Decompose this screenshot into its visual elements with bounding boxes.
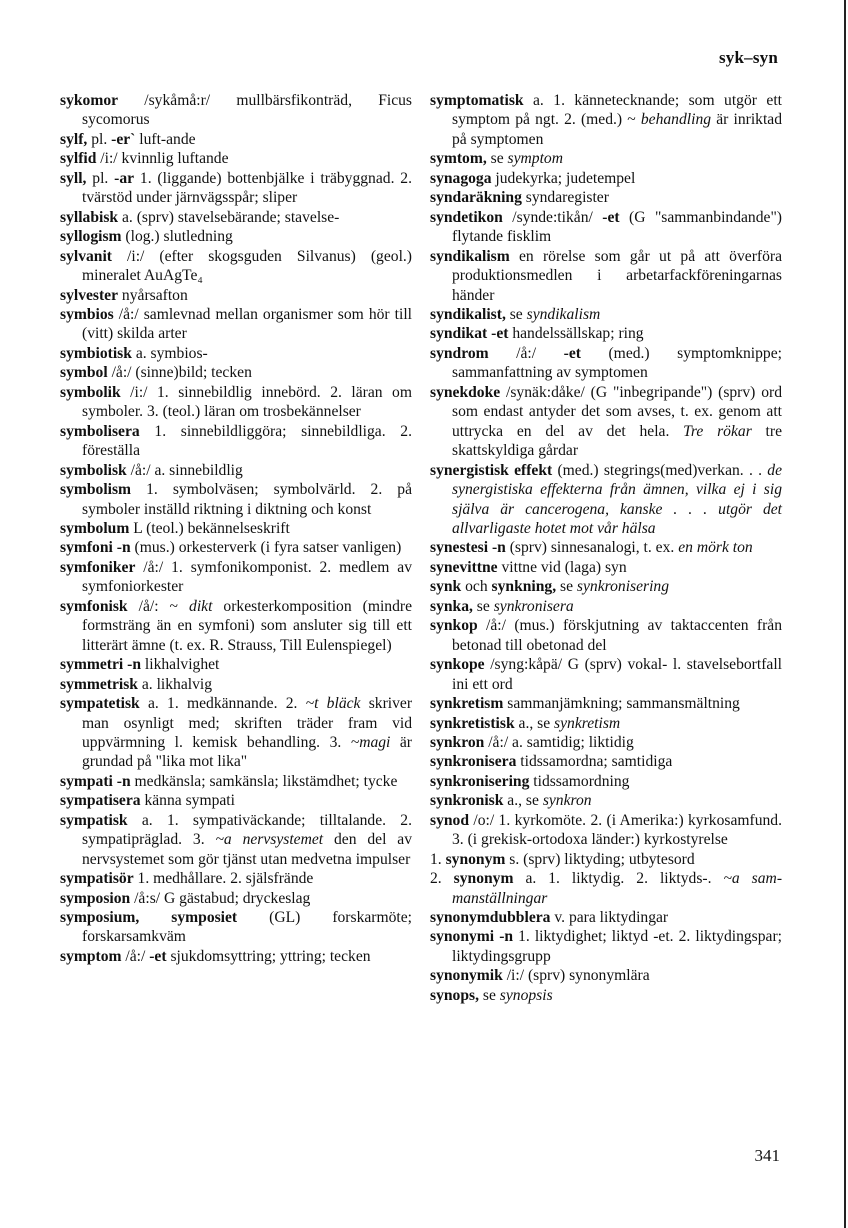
headword: symptom (60, 947, 122, 965)
entry-text: pl. (86, 169, 115, 187)
entry-text: känna sympati (140, 792, 235, 810)
italic-text: symptom (507, 150, 563, 168)
dictionary-entry (430, 344, 782, 383)
entry-text: sammanjämkning; sammansmältning (503, 695, 740, 713)
dictionary-entry (60, 655, 412, 674)
entry-text: /å:s/ G gästabud; dryckeslag (130, 889, 311, 907)
italic-text: Tre rökar (683, 422, 752, 440)
headword: sympati (60, 772, 113, 790)
headword: synestesi (430, 539, 489, 557)
headword: -et (563, 344, 581, 362)
dictionary-entry (60, 227, 412, 246)
dictionary-entry (430, 577, 782, 596)
headword: syndikat (430, 325, 488, 343)
entry-text: (sprv) sinnesanalogi, t. ex. (505, 539, 679, 557)
entry-text: (med.) symptomknippe; sammanfattning av symptomen (452, 344, 782, 382)
dictionary-entry (60, 208, 412, 227)
entry-text: handelssällskap; ring (508, 325, 644, 343)
dictionary-entry (430, 597, 782, 616)
dictionary-entry (430, 752, 782, 771)
headword: synkronisera (430, 753, 517, 771)
italic-text: synopsis (499, 986, 553, 1004)
entry-text: orkesterkomposition (mindre formsträng än en symfoni) som ansluter sig till ett litterärt ämne (t. ex. R. Strauss, Till Eulenspiegel) (82, 597, 413, 654)
dictionary-entry (60, 422, 412, 461)
dictionary-entry (430, 558, 782, 577)
entry-text: a. 1. liktydig. 2. liktyds-. (513, 870, 724, 888)
entry-text: 1. (430, 850, 446, 868)
entry-text: 2. (430, 870, 454, 888)
headword: synod (430, 811, 470, 829)
entry-text: a. symbios- (131, 344, 208, 362)
entry-text: sjukdomsyttring; yttring; tecken (166, 947, 371, 965)
headword: synkronisk (430, 792, 504, 810)
entry-text: a. likhalvig (137, 675, 213, 693)
entry-text: tidssamordning (529, 772, 630, 790)
italic-text: de synergistiska effekterna från ämnen, vilka ej i sig själva är cancerogena, kanske . . . utgör det allvarligaste hotet mot vår hälsa (452, 461, 782, 537)
italic-text: synkronisering (576, 578, 670, 596)
headword: symbolik (60, 383, 121, 401)
entry-text: är grundad på "lika mot lika" (82, 733, 412, 771)
headword: synops, (430, 986, 479, 1004)
headword: -et (602, 208, 620, 226)
dictionary-entry (430, 714, 782, 733)
entry-text: den del av nervsystemet som gör tjänst utan medvetna impulser (82, 831, 412, 868)
headword: symbolisk (60, 461, 127, 479)
dictionary-entry (60, 869, 412, 888)
dictionary-entry (60, 538, 412, 557)
entry-text: är inriktad på symptomen (452, 111, 782, 148)
headword: symbios (60, 305, 114, 323)
headword: symfoniker (60, 558, 136, 576)
headword: sylvester (60, 286, 119, 304)
headword: sylfid (60, 150, 97, 168)
headword: symbolum (60, 519, 130, 537)
headword: synka, (430, 597, 473, 615)
headword: syndrom (430, 344, 489, 362)
dictionary-entry (430, 247, 782, 305)
entry-text: a. 1. sympativäckande; tilltalande. 2. sympatipräglad. 3. (82, 811, 412, 849)
dictionary-entry (430, 655, 782, 694)
entry-text: judekyrka; judetempel (491, 169, 636, 187)
dictionary-entry (60, 169, 412, 208)
italic-text: dikt (189, 597, 213, 615)
entry-text: nyårsafton (118, 286, 188, 304)
headword: syndikalist, (430, 305, 506, 323)
entry-text: vittne vid (laga) syn (497, 558, 627, 576)
dictionary-entry (60, 149, 412, 168)
headword: sylvanit (60, 247, 112, 265)
headword: symbiotisk (60, 344, 132, 362)
dictionary-entry (60, 558, 412, 597)
entry-text: 1. (liggande) bottenbjälke i träbyggnad. 2. tvärstöd under järnvägsspår; sliper (82, 169, 412, 207)
entry-text: /i:/ (sprv) synonymlära (502, 967, 650, 985)
headword: synkretism (430, 695, 504, 713)
headword: synonymik (430, 967, 503, 985)
dictionary-entry (430, 694, 782, 713)
dictionary-entry (60, 383, 412, 422)
entry-text: (G "sammanbindande") flytande fisklim (452, 208, 782, 246)
entry-text: /i:/ 1. sinnebildlig innebörd. 2. läran om symboler. 3. (teol.) läran om trosbekännelser (82, 383, 412, 421)
entry-text: /synäk:dåke/ (G "inbegripande") (sprv) ord som endast antyder det som avses, t. ex. genom att uttrycka en del av det hela. (452, 383, 782, 440)
dictionary-entry (60, 889, 412, 908)
entry-text: /i:/ kvinnlig luftande (96, 150, 229, 168)
headword: syllabisk (60, 208, 119, 226)
dictionary-entry (430, 966, 782, 985)
headword: synergistisk effekt (430, 461, 553, 479)
headword: symbol (60, 364, 108, 382)
dictionary-entry (60, 480, 412, 519)
dictionary-entry (430, 188, 782, 207)
entry-text: /å:/ (121, 947, 150, 965)
headword: synkning, (491, 578, 557, 596)
dictionary-entry (60, 811, 412, 869)
italic-text: ~t bläck (305, 695, 361, 713)
dictionary-entry (60, 344, 412, 363)
headword: syndikalism (430, 247, 510, 265)
dictionary-entry (430, 733, 782, 752)
entry-text: /å:/ (sinne)bild; tecken (107, 364, 252, 382)
italic-text: ~magi (350, 733, 391, 751)
headword: -n (116, 772, 131, 790)
entry-text: v. para liktydingar (550, 909, 669, 927)
dictionary-entry (60, 675, 412, 694)
entry-text: 1. symbolväsen; symbolvärld. 2. på symboler inställd riktning i diktning och konst (82, 481, 412, 518)
entry-text: likhalvighet (141, 656, 220, 674)
entry-text: luft-ande (135, 130, 196, 148)
entry-text: se (472, 597, 494, 615)
entry-text: /å:/ (488, 344, 564, 362)
entry-text: se (505, 305, 527, 323)
italic-text: syndikalism (526, 305, 601, 323)
headword: synkop (430, 617, 478, 635)
entry-text: pl. (87, 130, 112, 148)
dictionary-entry (430, 324, 782, 343)
right-column (430, 91, 782, 1005)
italic-text: synkretism (554, 714, 621, 732)
entry-text: L (teol.) bekännelseskrift (129, 519, 290, 537)
entry-text: /å/: ~ (127, 597, 190, 615)
dictionary-entry (430, 791, 782, 810)
dictionary-entry (430, 869, 782, 908)
headword: symfonisk (60, 597, 128, 615)
dictionary-entry (60, 286, 412, 305)
dictionary-entry (60, 247, 412, 286)
entry-text: a. 1. kännetecknande; som utgör ett symptom på ngt. 2. (med.) ~ (452, 92, 782, 129)
dictionary-entry (430, 91, 782, 149)
headword: synekdoke (430, 383, 501, 401)
dictionary-entry (60, 91, 412, 130)
headword: symbolisera (60, 422, 140, 440)
headword: syllogism (60, 228, 122, 246)
headword: sykomor (60, 92, 119, 109)
headword: synonym (445, 850, 506, 868)
headword: symbolism (60, 481, 132, 499)
headword: symtom, (430, 150, 487, 168)
headword: synkronisering (430, 772, 530, 790)
headword: syndaräkning (430, 189, 522, 207)
entry-text: /å:/ a. samtidig; liktidig (484, 733, 634, 751)
headword: -ar (114, 169, 135, 187)
entry-text: tidssamordna; samtidiga (516, 753, 673, 771)
dictionary-entry (430, 305, 782, 324)
dictionary-entry (60, 947, 412, 966)
dictionary-entry (430, 850, 782, 869)
entry-text: /syng:kåpä/ G (sprv) vokal- l. stavelsebortfall ini ett ord (452, 656, 782, 693)
entry-text: och (461, 578, 492, 596)
dictionary-entry (60, 772, 412, 791)
dictionary-entry (430, 616, 782, 655)
headword: sympatisk (60, 811, 128, 829)
entry-text: /å:/ (mus.) förskjutning av taktaccenten från betonad till obetonad del (452, 617, 782, 654)
headword: synk (430, 578, 462, 596)
headword: -et (149, 947, 167, 965)
entry-text: syndaregister (521, 189, 609, 207)
italic-text: synkron (542, 792, 592, 810)
headword: symposion (60, 889, 131, 907)
headword: symfoni (60, 539, 113, 557)
entry-text: /å:/ samlevnad mellan organismer som hör till (vitt) skilda arter (82, 305, 412, 343)
headword: -n (127, 656, 141, 674)
entry-text: se (556, 578, 577, 596)
dictionary-entry (60, 519, 412, 538)
dictionary-entry (60, 305, 412, 344)
entry-text: se (486, 150, 508, 168)
headword: -n (491, 539, 506, 557)
dictionary-entry (430, 538, 782, 557)
entry-text: a., se (503, 792, 543, 810)
dictionary-entry (60, 363, 412, 382)
entry-text: /å:/ 1. symfonikomponist. 2. medlem av symfoniorkester (82, 558, 412, 596)
headword: -et (491, 325, 509, 343)
entry-text: /synde:tikån/ (502, 208, 603, 226)
headword: synonymi (430, 928, 495, 946)
entry-text: (log.) slutledning (121, 228, 233, 246)
entry-text: 1. medhållare. 2. själsfrände (133, 870, 314, 888)
dictionary-entry (430, 986, 782, 1005)
entry-text: (med.) stegrings(med)verkan. . . (552, 461, 768, 479)
entry-text: skriver man osynligt med; skriften träder fram vid uppvärmning l. kemisk behandling. 3. (82, 695, 413, 751)
entry-text: a. (sprv) stavelsebärande; stavelse- (118, 208, 340, 226)
entry-text: (mus.) orkesterverk (i fyra satser vanligen) (130, 539, 402, 557)
headword: synonym (453, 870, 514, 888)
italic-text: synkronisera (493, 597, 574, 615)
entry-text: medkänsla; samkänsla; likstämdhet; tycke (130, 772, 398, 790)
headword: sympatetisk (60, 695, 140, 713)
entry-text: /i:/ (efter skogsguden Silvanus) (geol.) mineralet AuAgTe₄ (82, 247, 412, 285)
dictionary-entry (60, 461, 412, 480)
dictionary-entry (60, 908, 412, 947)
headword: -n (499, 928, 514, 946)
italic-text: behandling (640, 111, 712, 129)
dictionary-entry (60, 694, 412, 772)
entry-text: 1. liktydighet; liktyd -et. 2. liktydingspar; liktydingsgrupp (452, 928, 782, 965)
dictionary-entry (430, 208, 782, 247)
italic-text: ~a nervsystemet (215, 831, 324, 849)
headword: syndetikon (430, 208, 503, 226)
headword: synevittne (430, 558, 498, 576)
entry-text: a. 1. medkännande. 2. (139, 695, 306, 713)
entry-text: (GL) forskarmöte; forskarsamkväm (82, 909, 412, 946)
running-head: syk–syn (718, 48, 778, 67)
dictionary-entry (430, 383, 782, 461)
italic-text: ~a sammanställningar (452, 870, 783, 907)
entry-text: se (478, 986, 500, 1004)
dictionary-entry (430, 908, 782, 927)
headword: sympatisör (60, 870, 134, 888)
headword: synkretistisk (430, 714, 515, 732)
headword: -n (116, 539, 131, 557)
headword: syll, (60, 169, 87, 187)
headword: sylf, (60, 130, 88, 148)
left-column (60, 91, 412, 966)
italic-text: en mörk ton (678, 539, 753, 557)
dictionary-entry (430, 149, 782, 168)
headword: synonymdubblera (430, 909, 551, 927)
entry-text: tre skattskyldiga gårdar (452, 422, 782, 460)
headword: synagoga (430, 169, 492, 187)
entry-text: /sykåmå:r/ mullbärsfikonträd, Ficus sycomorus (82, 92, 412, 129)
dictionary-entry (430, 811, 782, 850)
headword: symptomatisk (430, 92, 524, 109)
page-number: 341 (754, 1146, 780, 1165)
headword: -er` (111, 130, 136, 148)
dictionary-entry (430, 772, 782, 791)
dictionary-entry (430, 927, 782, 966)
entry-text: /å:/ a. sinnebildlig (126, 461, 243, 479)
entry-text: s. (sprv) liktyding; utbytesord (505, 850, 695, 868)
dictionary-entry (60, 130, 412, 149)
dictionary-entry (60, 791, 412, 810)
headword: synkope (430, 656, 485, 674)
headword: sympatisera (60, 792, 141, 810)
entry-text: a., se (514, 714, 555, 732)
scan-edge (844, 0, 846, 1228)
headword: symposium, symposiet (60, 909, 238, 927)
dictionary-entry (430, 461, 782, 539)
entry-text: /o:/ 1. kyrkomöte. 2. (i Amerika:) kyrkosamfund. 3. (i grekisk-ortodoxa länder:) kyrkostyrelse (452, 811, 782, 849)
dictionary-entry (430, 169, 782, 188)
entry-text: 1. sinnebildliggöra; sinnebildliga. 2. föreställa (82, 422, 412, 460)
entry-text: en rörelse som går ut på att överföra produktionsmedlen i arbetarfackföreningarnas händer (452, 247, 782, 304)
headword: synkron (430, 733, 485, 751)
headword: symmetri (60, 656, 124, 674)
dictionary-entry (60, 597, 412, 655)
headword: symmetrisk (60, 675, 138, 693)
